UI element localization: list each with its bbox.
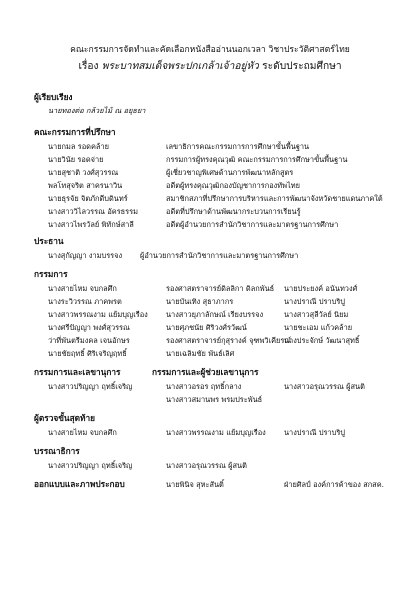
advisor-row bbox=[48, 218, 408, 231]
advisor-role: สมาชิกสภาที่ปรึกษาการบริหารและการพัฒนาจังหวัดชายแดนภาคใต้ bbox=[166, 194, 383, 203]
advisor-role: ผู้เชี่ยวชาญพิเศษด้านการพัฒนาหลักสูตร bbox=[166, 168, 294, 177]
document-title: คณะกรรมการจัดทำและคัดเลือกหนังสืออ่านนอกเวลา วิชาประวัติศาสตร์ไทย bbox=[70, 45, 350, 55]
reviewer-name: นางสายไหม จบกลศึก bbox=[48, 428, 117, 437]
advisor-name: นางสาวไพรวัลย์ พิทักษ์สาลี bbox=[48, 220, 134, 229]
committee-row bbox=[48, 334, 408, 347]
advisor-row bbox=[48, 166, 408, 179]
committee-row bbox=[48, 282, 408, 295]
advisor-row bbox=[48, 205, 408, 218]
advisor-row bbox=[48, 179, 408, 192]
advisor-role: เลขาธิการคณะกรรมการการศึกษาขั้นพื้นฐาน bbox=[166, 142, 310, 151]
author-name: นายทองต่อ กล้วยไม้ ณ อยุธยา bbox=[48, 106, 146, 115]
book-title: พระบาทสมเด็จพระปกเกล้าเจ้าอยู่หัว bbox=[101, 61, 259, 72]
committee-row bbox=[48, 347, 408, 360]
committee-member: นางสาวพรรณงาม แย้มบุญเรือง bbox=[48, 310, 148, 319]
assistant-secretary-name: นางสาวอรุณวรรณ ผู้สนติ bbox=[284, 382, 365, 391]
committee-member: นางศรีปัญญา พงศ์สุวรรณ bbox=[48, 323, 130, 332]
committee-member: นางระวิวรรณ ภาคพรต bbox=[48, 297, 122, 306]
assistant-secretary-name: นางสาวสมานพร พรมประพันธ์ bbox=[166, 395, 263, 404]
advisor-name: นายกมล รอดคล้าย bbox=[48, 142, 109, 151]
assistant-secretary-name: นางสาวอรอร ฤทธิ์กลาง bbox=[166, 382, 242, 391]
committee-member: รองศาสตราจารย์กุสุรางค์ จุฑพวิเคียรณ์ bbox=[166, 336, 292, 345]
reviewers-row bbox=[48, 426, 408, 439]
advisor-name: นายสุชาติ วงศ์สุวรรณ bbox=[48, 168, 119, 177]
advisor-role: อดีตผู้อำนวยการสำนักวิชาการและมาตรฐานการศึกษา bbox=[166, 220, 339, 229]
advisor-role: กรรมการผู้ทรงคุณวุฒิ คณะกรรมการการศึกษาขั้นพื้นฐาน bbox=[166, 155, 348, 164]
designer-name: นายพินิจ สุหะสันติ์ bbox=[166, 480, 224, 489]
design-heading: ออกแบบและภาพประกอบ bbox=[34, 479, 125, 489]
committee-member: นายเฉลิมชัย พันธ์เลิศ bbox=[166, 349, 235, 358]
editors-row bbox=[48, 459, 408, 472]
chair-heading: ประธาน bbox=[34, 236, 64, 246]
committee-member: นายศุภชนัย ศิริวงศ์รวัฒน์ bbox=[166, 323, 247, 332]
committee-member: นางสาวยุภาลักษณ์ เรียงบรรจง bbox=[166, 310, 264, 319]
committee-row bbox=[48, 308, 408, 321]
advisor-name: นายวินัย รอดจ่าย bbox=[48, 155, 104, 164]
editor-name: นางสาวอรุณวรรณ ผู้สนติ bbox=[166, 461, 247, 470]
advisor-row bbox=[48, 140, 408, 153]
author-row bbox=[48, 104, 408, 117]
committee-member: นางสาวสุลีวัลย์ นิยม bbox=[284, 310, 349, 319]
secretary-row bbox=[48, 393, 408, 406]
advisor-name: พลโทสุจริต สาครนาวิน bbox=[48, 181, 123, 190]
design-organization: ฝ่ายศิลป์ องค์การค้าของ สกสค. bbox=[284, 480, 384, 489]
committee-heading: กรรมการ bbox=[34, 269, 68, 279]
secretary-name: นางสาวปริญญา ฤทธิ์เจริญ bbox=[48, 382, 133, 391]
editor-name: นางสาวปริญญา ฤทธิ์เจริญ bbox=[48, 461, 133, 470]
committee-member: นางประจักษ์ วัฒนาสุทธิ์ bbox=[284, 336, 360, 345]
author-heading: ผู้เรียบเรียง bbox=[34, 92, 73, 102]
committee-member: นายบันเทิง สุธาภากร bbox=[166, 297, 234, 306]
committee-member: นางปราณี ปราบริปู bbox=[284, 297, 345, 306]
editors-heading: บรรณาธิการ bbox=[34, 446, 80, 456]
advisor-row bbox=[48, 153, 408, 166]
committee-member: นายชะเอม แก้วคล้าย bbox=[284, 323, 353, 332]
subtitle-level: ระดับประถมศึกษา bbox=[262, 61, 342, 72]
advisor-role: อดีตผู้ทรงคุณวุฒิกองบัญชาการกองทัพไทย bbox=[166, 181, 300, 190]
committee-member: นายประยงค์ อนันทวงศ์ bbox=[284, 284, 358, 293]
reviewer-name: นางสาวพรรณงาม แย้มบุญเรือง bbox=[166, 428, 266, 437]
chair-row bbox=[48, 249, 408, 262]
advisor-name: นายธุรจัย จิตภักดีบดินทร์ bbox=[48, 194, 128, 203]
advisors-heading: คณะกรรมการที่ปรึกษา bbox=[34, 127, 116, 137]
document-subtitle bbox=[0, 60, 420, 74]
secretary-heading: กรรมการและเลขานุการ bbox=[34, 367, 121, 377]
committee-member: ว่าที่พันตรีมงคล เจนอักษร bbox=[48, 336, 130, 345]
reviewer-name: นางปราณี ปราบริปู bbox=[284, 428, 345, 437]
chair-role: ผู้อำนวยการสำนักวิชาการและมาตรฐานการศึกษา bbox=[140, 251, 299, 260]
committee-member: นางสายไหม จบกลศึก bbox=[48, 284, 117, 293]
committee-row bbox=[48, 321, 408, 334]
advisor-name: นางสาววิไลวรรณ อัครธรรม bbox=[48, 207, 138, 216]
chair-name: นางสุกัญญา งามบรรจง bbox=[48, 251, 123, 260]
advisor-row bbox=[48, 192, 408, 205]
committee-row bbox=[48, 295, 408, 308]
secretary-row bbox=[48, 380, 408, 393]
advisor-role: อดีตที่ปรึกษาด้านพัฒนากระบวนการเรียนรู้ bbox=[166, 207, 301, 216]
subtitle-prefix: เรื่อง bbox=[78, 61, 99, 72]
committee-member: รองศาสตราจารย์ดิลลิกา ดิลกพันธ์ bbox=[166, 284, 275, 293]
assistant-secretary-heading: กรรมการและผู้ช่วยเลขานุการ bbox=[152, 367, 259, 377]
committee-member: นายชัยฤทธิ์ ศิริเจริญฤทธิ์ bbox=[48, 349, 127, 358]
reviewers-heading: ผู้ตรวจขั้นสุดท้าย bbox=[34, 413, 96, 423]
